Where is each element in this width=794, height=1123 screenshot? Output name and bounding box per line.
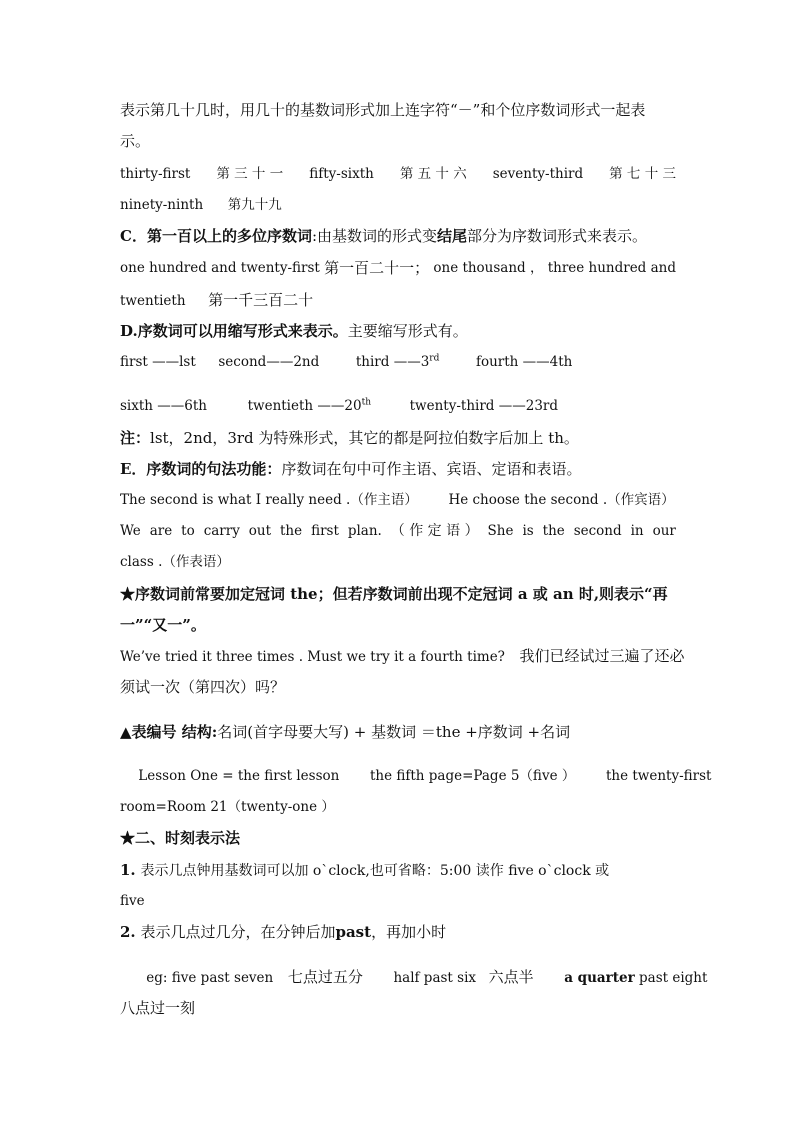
example-word: thousand xyxy=(462,260,526,276)
example-zh: 第 三 十 一 xyxy=(216,166,284,182)
abbr: 3 xyxy=(420,354,430,370)
example-word: one xyxy=(433,260,459,276)
rule-number: 2. xyxy=(120,923,136,941)
abbr: 4th xyxy=(549,354,573,370)
example-word: carry xyxy=(203,523,240,539)
example-word: one xyxy=(120,260,145,276)
abbr: lst xyxy=(179,354,196,370)
example-row: room=Room 21（twenty-one ） xyxy=(120,799,335,815)
note-text: lst，2nd，3rd 为特殊形式，其它的都是阿拉伯数字后加上 th。 xyxy=(150,429,579,447)
section-heading: C．第一百以上的多位序数词 xyxy=(120,227,312,245)
example-word: and xyxy=(650,260,676,276)
example-row xyxy=(120,290,676,311)
section-heading: D.序数词可以用缩写形式来表示。 xyxy=(120,322,348,340)
dash: —— xyxy=(266,354,294,370)
example-bold: a quarter xyxy=(564,970,635,986)
example-en: the twenty-first xyxy=(605,768,712,784)
structure-line xyxy=(120,722,676,742)
rule-text: 表示几点钟用基数词可以加 o`clock,也可省略：5:00 读作 five o`clock 或 xyxy=(140,863,610,879)
abbr-word: fourth xyxy=(475,354,519,370)
example-en: half past six xyxy=(393,970,476,986)
example-row xyxy=(120,258,676,278)
example-word: hundred xyxy=(588,260,647,276)
example-row xyxy=(120,164,676,184)
example-word: She xyxy=(487,523,514,539)
example-en: We’ve tried it three times . Must we try it a fourth time? xyxy=(120,649,505,665)
example-word: the xyxy=(542,523,565,539)
time-rule-line xyxy=(120,860,676,881)
example-word: our xyxy=(652,523,676,539)
example-en: eg: five past seven xyxy=(146,970,274,986)
star-note-line: 一”“又一”。 xyxy=(120,616,206,634)
section-text: 由基数词的形式变 xyxy=(317,227,438,245)
paragraph-line: 表示第几十几时，用几十的基数词形式加上连字符“－”和个位序数词形式一起表 xyxy=(120,101,646,119)
example-word: is xyxy=(522,523,534,539)
abbr: 6th xyxy=(184,398,207,414)
example-word: We xyxy=(120,523,141,539)
example-word: twenty-first xyxy=(240,260,320,276)
dash: —— xyxy=(157,398,185,414)
superscript: rd xyxy=(429,353,440,364)
section-heading: ▲表编号 结构: xyxy=(120,723,218,741)
colon: : xyxy=(311,227,318,245)
example-zh: 六点半 xyxy=(488,968,534,986)
example-en: fifty-sixth xyxy=(309,166,374,182)
abbr: 2nd xyxy=(293,354,320,370)
example-word: to xyxy=(181,523,195,539)
example-word: in xyxy=(630,523,644,539)
example-word: plan. xyxy=(347,523,382,539)
section-bold-text: 结尾 xyxy=(437,227,468,245)
example-row: 八点过一刻 xyxy=(120,999,196,1017)
section-text: 序数词在句中可作主语、宾语、定语和表语。 xyxy=(281,460,582,478)
example-row xyxy=(120,521,676,541)
example-word: ， xyxy=(529,260,544,276)
abbr-row xyxy=(120,396,676,416)
section-d-line xyxy=(120,321,676,341)
section-text: 部分为序数词形式来表示。 xyxy=(467,227,648,245)
note-label: 注： xyxy=(120,429,151,447)
dash: —— xyxy=(393,354,421,370)
section-c-line xyxy=(120,226,676,246)
example-en: the fifth page=Page 5（five ） xyxy=(369,768,576,784)
rule-text: 表示几点过几分，在分钟后加 xyxy=(140,923,336,941)
abbr: 20 xyxy=(344,398,362,414)
example-word: 第一百二十一； xyxy=(324,259,430,277)
superscript: th xyxy=(361,397,372,408)
abbr-word: first xyxy=(120,354,148,370)
example-word: three xyxy=(547,260,585,276)
rule-bold: past xyxy=(335,923,372,941)
example-zh: 七点过五分 xyxy=(287,968,363,986)
section-e-line xyxy=(120,459,676,479)
time-rule-line: five xyxy=(120,893,145,909)
rule-text: ，再加小时 xyxy=(371,923,447,941)
example-row xyxy=(120,490,676,510)
example-row xyxy=(120,195,676,215)
example-word: （ 作 定 语 ） xyxy=(390,523,479,539)
example-en: past eight xyxy=(639,970,708,986)
example-sentence: The second is what I really need .（作主语） xyxy=(120,492,418,508)
section-heading: E．序数词的句法功能： xyxy=(120,460,282,478)
example-word: hundred xyxy=(149,260,207,276)
rule-number: 1. xyxy=(120,861,136,879)
section-text: 名词(首字母要大写) + 基数词 ＝the +序数词 +名词 xyxy=(217,723,571,741)
section-heading: ★二、时刻表示法 xyxy=(120,829,241,847)
abbr-word: second xyxy=(218,354,267,370)
example-zh: 第九十九 xyxy=(227,197,282,213)
time-rule-line xyxy=(120,922,676,942)
note-line xyxy=(120,428,676,448)
paragraph-line: 示。 xyxy=(120,132,151,150)
dash: —— xyxy=(152,354,180,370)
section-text: 主要缩写形式有。 xyxy=(347,322,468,340)
abbr-row xyxy=(120,352,676,372)
example-zh: 第 五 十 六 xyxy=(399,166,467,182)
dash: —— xyxy=(522,354,550,370)
example-row xyxy=(120,967,708,988)
example-zh: 第一千三百二十 xyxy=(208,291,314,309)
example-word: and xyxy=(211,260,237,276)
example-row: class .（作表语） xyxy=(120,554,230,570)
abbr: 23rd xyxy=(525,398,559,414)
example-en: thirty-first xyxy=(120,166,191,182)
example-word: the xyxy=(280,523,303,539)
abbr-word: twentieth xyxy=(247,398,314,414)
star-note-line: ★序数词前常要加定冠词 the；但若序数词前出现不定冠词 a 或 an 时,则表示“再 xyxy=(120,585,668,603)
dash: —— xyxy=(317,398,345,414)
example-word: first xyxy=(311,523,339,539)
example-row xyxy=(120,646,685,667)
abbr-word: sixth xyxy=(120,398,153,414)
example-sentence: He choose the second .（作宾语） xyxy=(448,492,675,508)
abbr-word: third xyxy=(355,354,390,370)
example-en: twentieth xyxy=(120,293,186,309)
abbr-word: twenty-third xyxy=(409,398,495,414)
example-en: Lesson One = the first lesson xyxy=(138,768,340,784)
example-row xyxy=(120,766,712,786)
example-word: out xyxy=(248,523,272,539)
dash: —— xyxy=(498,398,526,414)
example-en: seventy-third xyxy=(492,166,584,182)
example-word: second xyxy=(573,523,622,539)
example-word: are xyxy=(149,523,173,539)
example-row: 须试一次（第四次）吗？ xyxy=(120,678,286,696)
example-en: ninety-ninth xyxy=(120,197,204,213)
example-zh: 我们已经试过三遍了还必 xyxy=(519,647,685,665)
example-zh: 第 七 十 三 xyxy=(609,166,676,182)
